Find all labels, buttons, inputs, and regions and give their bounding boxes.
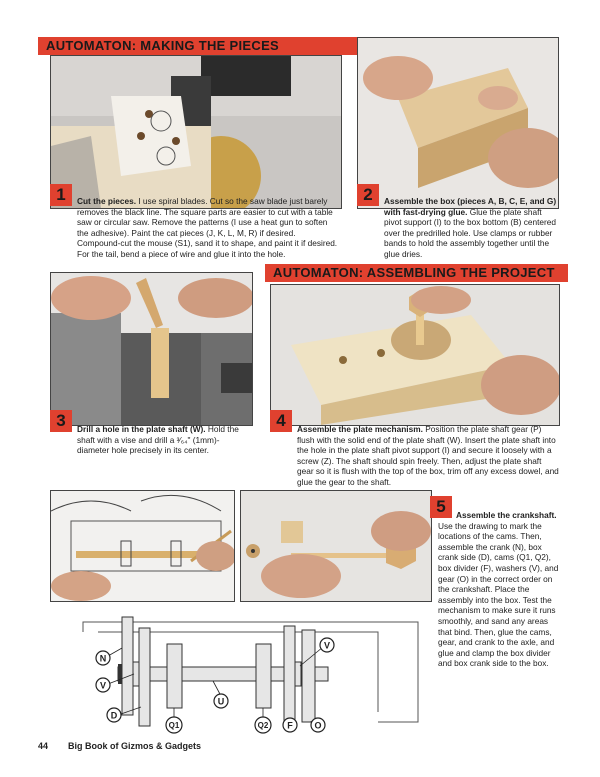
step-2-text: Glue the plate shaft pivot support (I) to the box bottom (B) centered over the predrilled hole. Use clamps or rubber bands to hold the assembly together until the glue dries. [384, 206, 557, 259]
step-4-badge: 4 [270, 410, 292, 432]
step-3-heading: Drill a hole in the plate shaft (W). [77, 424, 206, 434]
photo-step-5-crankshaft-parts [240, 490, 432, 602]
label-q1: Q1 [168, 721, 180, 730]
page-number: 44 [38, 741, 49, 751]
label-v-right: V [323, 640, 331, 651]
label-d: D [110, 710, 118, 721]
step-3-text: Hold the shaft with a vise and drill a ³⁄₆₄" (1mm)-diameter hole precisely in its center. [77, 424, 239, 456]
step-5-text: Use the drawing to mark the locations of the cams. Then, assemble the crank (N), box crank side (D), cams (Q1, Q2), box divider (F), washers (V), and gear (O) in the correct order on the crankshaft. Place the assembly into the box. Test the mechanism to make sure it runs smoothly, and sand any areas that bind. Then, glue the cams, gear, and crank to the axle, and glue and clamp the box divider and box crank side to the box. [438, 520, 559, 669]
step-1-heading: Cut the pieces. [77, 196, 137, 206]
label-n: N [99, 653, 107, 664]
step-1-text: I use spiral blades. Cut so the saw blade just barely removes the black line. The square parts are easier to cut with a table saw or circular saw. Remove the patterns (I use a heat gun to soften the adhesive). Paint the cat pieces (J, K, L, M, R) if desired. Compound-cut the mouse (S1), sand it to shape, and paint it if desired. For the tail, bend a piece of wire and glue it into the hole. [77, 196, 338, 259]
section-banner-making: AUTOMATON: MAKING THE PIECES [38, 37, 381, 55]
photo-step-5-marking-cams [50, 490, 235, 602]
step-3-caption [77, 424, 249, 456]
step-2-caption [384, 196, 559, 260]
photo-step-3-drill-hole [50, 272, 253, 426]
section-banner-assembling: AUTOMATON: ASSEMBLING THE PROJECT [265, 264, 568, 282]
step-5-heading: Assemble the crankshaft. [456, 510, 557, 520]
photo-step-4-plate-mechanism [270, 284, 560, 426]
book-title: Big Book of Gizmos & Gadgets [68, 741, 202, 751]
label-v-left: V [99, 680, 107, 691]
step-3-badge: 3 [50, 410, 72, 432]
label-f: F [287, 720, 293, 731]
label-u: U [217, 696, 225, 707]
step-1-caption [77, 196, 341, 260]
step-4-caption [297, 424, 560, 488]
step-5-caption [438, 510, 562, 669]
step-4-text: Position the plate shaft gear (P) flush with the solid end of the plate shaft (W). Insert the plate shaft into the hole in the plate shaft pivot support (I) and secure it loosely with a screw (Z). The shaft should spin freely. Then, adjust the plate shaft gear so it is flush with the top of the box, trim off any excess dowel, and glue the gear to the shaft. [297, 424, 559, 487]
step-2-badge: 2 [357, 184, 379, 206]
crankshaft-diagram [78, 612, 423, 737]
label-q2: Q2 [257, 721, 269, 730]
step-1-badge: 1 [50, 184, 72, 206]
step-5-badge: 5 [430, 496, 452, 518]
step-2-heading: Assemble the box (pieces A, B, C, E, and G) with fast-drying glue. [384, 196, 557, 217]
photo-step-1-cut-pieces [50, 55, 342, 209]
label-o: O [314, 720, 322, 731]
step-4-heading: Assemble the plate mechanism. [297, 424, 423, 434]
photo-step-2-assemble-box [357, 37, 559, 209]
